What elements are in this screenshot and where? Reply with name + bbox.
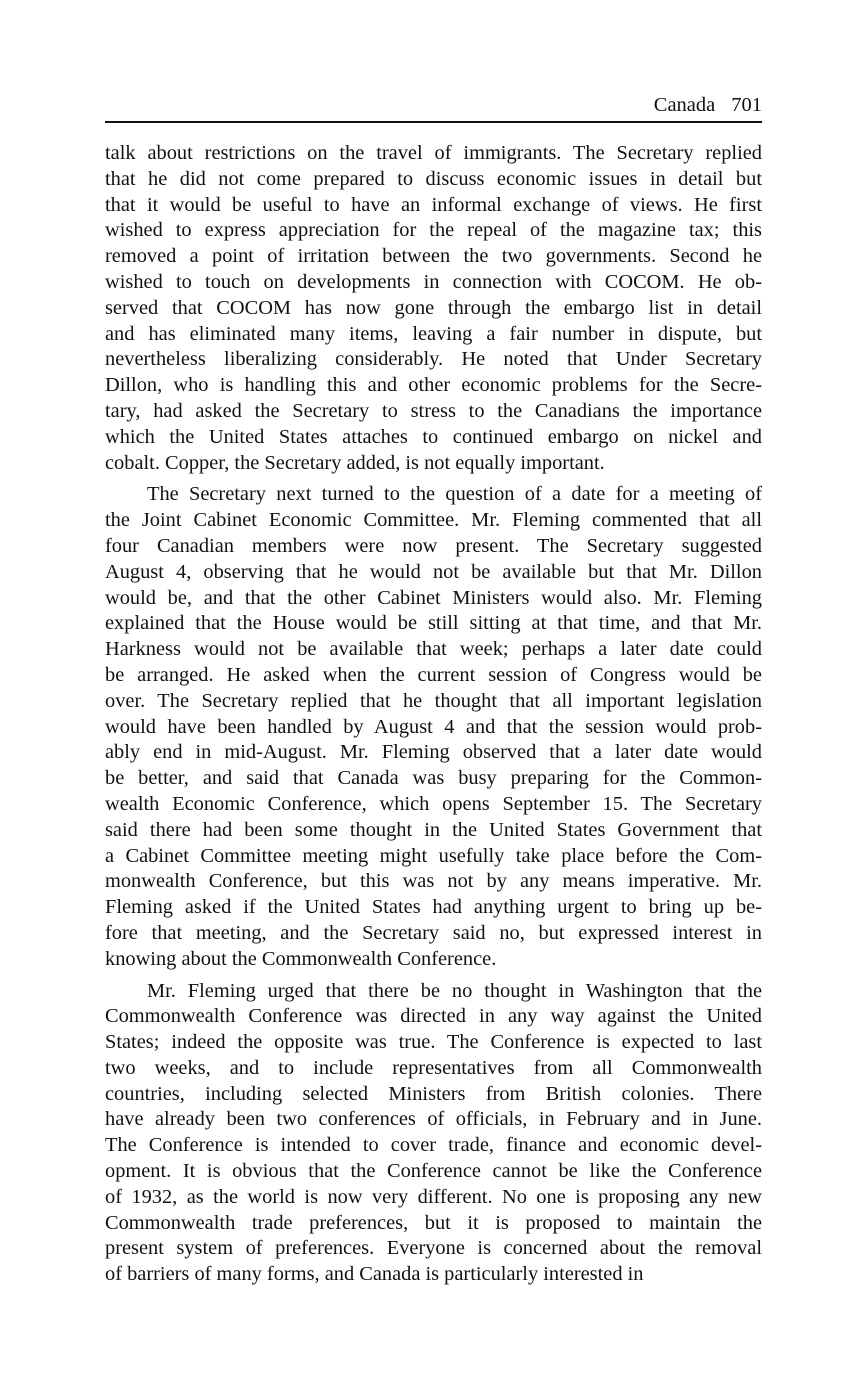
text-line: removed a point of irritation between the two governments. Second he bbox=[105, 245, 762, 268]
text-line: that he did not come prepared to discuss economic issues in detail but bbox=[105, 167, 762, 190]
text-line: Fleming asked if the United States had anything urgent to bring up be- bbox=[105, 896, 762, 919]
text-line: Commonwealth Conference was directed in any way against the United bbox=[105, 1005, 762, 1028]
text-line: be arranged. He asked when the current session of Congress would be bbox=[105, 663, 762, 686]
text-line: served that COCOM has now gone through the embargo list in detail bbox=[105, 296, 762, 319]
text-line: which the United States attaches to continued embargo on nickel and bbox=[105, 425, 762, 448]
text-line: wished to express appreciation for the repeal of the magazine tax; this bbox=[105, 219, 762, 242]
text-line: knowing about the Commonwealth Conference. bbox=[105, 947, 497, 970]
text-line: Dillon, who is handling this and other economic problems for the Secre- bbox=[105, 374, 762, 397]
text-line: of 1932, as the world is now very different. No one is proposing any new bbox=[105, 1185, 762, 1208]
text-line: present system of preferences. Everyone is concerned about the removal bbox=[105, 1237, 762, 1260]
text-line: The Secretary next turned to the question of a date for a meeting of bbox=[147, 483, 762, 506]
body-text bbox=[105, 141, 762, 1288]
text-line: cobalt. Copper, the Secretary added, is not equally important. bbox=[105, 451, 605, 474]
text-line: wished to touch on developments in connection with COCOM. He ob- bbox=[105, 270, 762, 293]
text-line: Mr. Fleming urged that there be no thought in Washington that the bbox=[147, 979, 762, 1002]
text-line: would be, and that the other Cabinet Ministers would also. Mr. Fleming bbox=[105, 586, 762, 609]
text-line: fore that meeting, and the Secretary said no, but expressed interest in bbox=[105, 921, 762, 944]
text-line: talk about restrictions on the travel of immigrants. The Secretary replied bbox=[105, 142, 762, 164]
text-line: that it would be useful to have an informal exchange of views. He first bbox=[105, 193, 762, 216]
running-title: Canada bbox=[653, 94, 716, 116]
paragraph-3 bbox=[105, 979, 762, 1289]
document-page bbox=[105, 92, 762, 1294]
text-line: a Cabinet Committee meeting might usefully take place before the Com- bbox=[105, 844, 762, 867]
text-line: the Joint Cabinet Economic Committee. Mr. Fleming commented that all bbox=[105, 509, 762, 532]
text-line: monwealth Conference, but this was not by any means imperative. Mr. bbox=[105, 870, 762, 893]
text-line: Commonwealth trade preferences, but it is proposed to maintain the bbox=[105, 1211, 762, 1234]
text-line: would have been handled by August 4 and that the session would prob- bbox=[105, 715, 762, 738]
text-line: ably end in mid-August. Mr. Fleming observed that a later date would bbox=[105, 741, 762, 764]
text-line: opment. It is obvious that the Conference cannot be like the Conference bbox=[105, 1160, 762, 1183]
text-line: be better, and said that Canada was busy preparing for the Common- bbox=[105, 767, 762, 790]
running-header bbox=[105, 92, 762, 123]
text-line: two weeks, and to include representatives from all Commonwealth bbox=[105, 1056, 762, 1079]
text-line: said there had been some thought in the United States Government that bbox=[105, 818, 762, 841]
paragraph-1 bbox=[105, 141, 762, 476]
text-line: wealth Economic Conference, which opens September 15. The Secretary bbox=[105, 792, 762, 815]
text-line: of barriers of many forms, and Canada is particularly interested in bbox=[105, 1263, 644, 1286]
text-line: countries, including selected Ministers from British colonies. There bbox=[105, 1082, 762, 1105]
text-line: August 4, observing that he would not be available but that Mr. Dillon bbox=[105, 560, 762, 583]
text-line: Harkness would not be available that week; perhaps a later date could bbox=[105, 638, 762, 661]
text-line: The Conference is intended to cover trade, finance and economic devel- bbox=[105, 1134, 762, 1157]
text-line: tary, had asked the Secretary to stress to the Canadians the importance bbox=[105, 399, 762, 422]
text-line: and has eliminated many items, leaving a fair number in dispute, but bbox=[105, 322, 762, 345]
text-line: four Canadian members were now present. The Secretary suggested bbox=[105, 534, 762, 557]
page-number: 701 bbox=[731, 94, 762, 116]
text-line: explained that the House would be still sitting at that time, and that Mr. bbox=[105, 612, 762, 635]
text-line: States; indeed the opposite was true. The Conference is expected to last bbox=[105, 1031, 762, 1054]
text-line: have already been two conferences of officials, in February and in June. bbox=[105, 1108, 762, 1131]
paragraph-2 bbox=[105, 482, 762, 972]
text-line: nevertheless liberalizing considerably. He noted that Under Secretary bbox=[105, 348, 762, 371]
text-line: over. The Secretary replied that he thought that all important legislation bbox=[105, 689, 762, 712]
